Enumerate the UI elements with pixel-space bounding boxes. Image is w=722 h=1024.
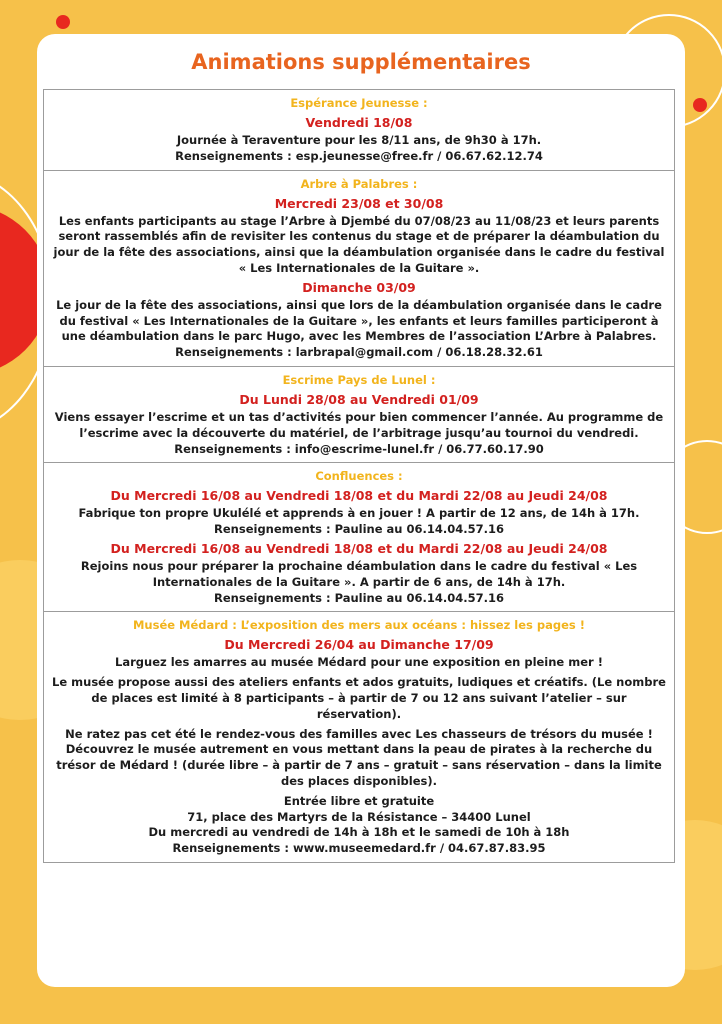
event-description: Les enfants participants au stage l’Arbre à Djembé du 07/08/23 au 11/08/23 et leurs parents seront rassemblés afin de revisiter les contenus du stage et de préparer la déambulation du jour de la fête des associations, ainsi que la déambulation organisée dans le cadre du festival « Les Internationales de la Guitare ».	[53, 213, 665, 275]
opening-hours: Du mercredi au vendredi de 14h à 18h et le samedi de 10h à 18h	[148, 825, 570, 840]
event-description: Le jour de la fête des associations, ainsi que lors de la déambulation organisée dans le cadre du festival « Les Internationales de la Guitare », les enfants et leurs familles participeront à une déambulation dans le parc Hugo, avec les Membres de l’association L’Arbre à Palabres.	[56, 297, 662, 344]
contact-info: Renseignements : www.museemedard.fr / 04.67.87.83.95	[172, 841, 546, 856]
section-arbre-a-palabres	[44, 171, 674, 367]
event-date: Du Mercredi 16/08 au Vendredi 18/08 et du Mardi 22/08 au Jeudi 24/08	[110, 488, 608, 504]
event-description: Fabrique ton propre Ukulélé et apprends à en jouer ! A partir de 12 ans, de 14h à 17h.	[78, 506, 640, 521]
contact-info: Renseignements : Pauline au 06.14.04.57.16	[214, 522, 504, 537]
address-info: 71, place des Martyrs de la Résistance – 34400 Lunel	[187, 809, 531, 824]
event-date: Du Mercredi 26/04 au Dimanche 17/09	[224, 637, 494, 653]
event-description: Larguez les amarres au musée Médard pour une exposition en pleine mer !	[115, 655, 603, 670]
section-esperance-jeunesse	[44, 90, 674, 171]
contact-info: Renseignements : larbrapal@gmail.com / 06.18.28.32.61	[175, 345, 543, 360]
event-date: Du Lundi 28/08 au Vendredi 01/09	[239, 391, 479, 407]
contact-info: Renseignements : Pauline au 06.14.04.57.16	[214, 590, 504, 605]
event-date: Mercredi 23/08 et 30/08	[274, 195, 444, 211]
contact-info: Renseignements : info@escrime-lunel.fr / 06.77.60.17.90	[174, 441, 544, 456]
organization-name: Escrime Pays de Lunel :	[282, 372, 436, 387]
event-description: Le musée propose aussi des ateliers enfants et ados gratuits, ludiques et créatifs. (Le nombre de places est limité à 8 participants – à partir de 7 ou 12 ans suivant l’atelier – sur réservation).	[52, 675, 666, 721]
event-description: Ne ratez pas cet été le rendez-vous des familles avec Les chasseurs de trésors du musée ! Découvrez le musée autrement en vous mettant dans la peau de pirates à la recherche du trésor de Médard ! (durée libre – à partir de 7 ans – gratuit – sans réservation – dans la limite des places disponibles).	[56, 726, 662, 788]
content-card	[37, 34, 685, 987]
event-description: Journée à Teraventure pour les 8/11 ans, de 9h30 à 17h.	[176, 133, 542, 147]
section-confluences	[44, 463, 674, 612]
organization-name: Espérance Jeunesse :	[290, 96, 428, 110]
section-musee-medard	[44, 612, 674, 862]
event-date: Dimanche 03/09	[302, 279, 416, 295]
event-date: Vendredi 18/08	[305, 115, 413, 130]
address-info: Entrée libre et gratuite	[283, 793, 435, 808]
organization-name: Musée Médard : L’exposition des mers aux océans : hissez les pages !	[132, 618, 586, 633]
organization-name: Arbre à Palabres :	[300, 176, 418, 191]
event-date: Du Mercredi 16/08 au Vendredi 18/08 et du Mardi 22/08 au Jeudi 24/08	[110, 540, 608, 556]
activities-table	[43, 89, 675, 863]
event-description: Viens essayer l’escrime et un tas d’activités pour bien commencer l’année. Au programme de l’escrime avec la découverte du matériel, de l’arbitrage jusqu’au tournoi du vendredi.	[54, 409, 664, 440]
page-title: Animations supplémentaires	[191, 50, 531, 74]
background-red-dot	[56, 15, 70, 29]
contact-info: Renseignements : esp.jeunesse@free.fr / 06.67.62.12.74	[175, 148, 543, 163]
event-description: Rejoins nous pour préparer la prochaine déambulation dans le cadre du festival « Les Internationales de la Guitare ». A partir de 6 ans, de 14h à 17h.	[80, 558, 638, 589]
organization-name: Confluences :	[315, 469, 403, 484]
section-escrime-pays-de-lunel	[44, 367, 674, 463]
